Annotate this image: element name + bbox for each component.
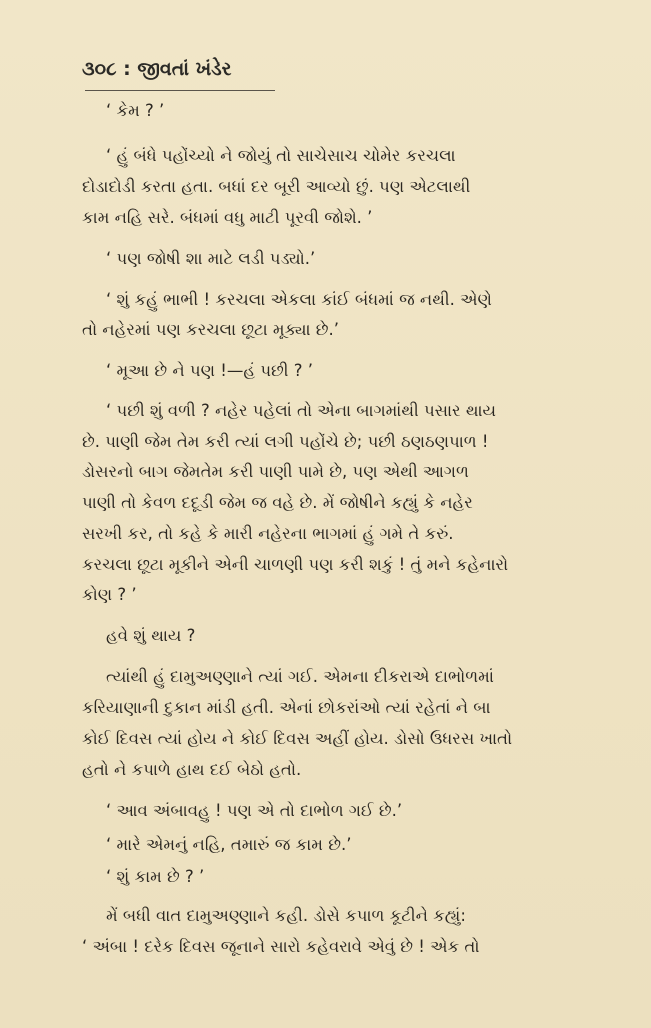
text-line: ડોસરનો બાગ જેમતેમ કરી પાણી પામે છે, પણ એથી આગળ (82, 462, 469, 481)
text-line: ત્યાંથી હું દામુઅણ્ણાને ત્યાં ગઈ. એમના દીકરાએ દાભોળમાં (106, 667, 494, 686)
text-line: ‘ કેમ ? ’ (106, 101, 165, 120)
text-line: ‘ હું બંધે પહોંચ્યો ને જોયું તો સાચેસાચ ચોમેર કરચલા (106, 146, 456, 165)
header-underline (85, 90, 275, 91)
text-line: કામ નહિ સરે. બંધમાં વધુ માટી પૂરવી જોશે. ’ (82, 208, 373, 227)
text-line: ‘ આવ અંબાવહુ ! પણ એ તો દાભોળ ગઈ છે.’ (106, 801, 403, 820)
text-line: કરચલા છૂટા મૂકીને એની ચાળણી પણ કરી શકું ! તું મને કહેનારો (82, 555, 509, 574)
text-line: હવે શું થાય ? (106, 626, 196, 645)
page-header: ૩૦૮ : જીવતાં ખંડેર (82, 58, 232, 80)
text-line: સરખી કર, તો કહે કે મારી નહેરના ભાગમાં હું ગમે તે કરું. (82, 524, 454, 543)
text-line: દોડાદોડી કરતા હતા. બધાં દર બૂરી આવ્યો છું. પણ એટલાથી (82, 177, 471, 196)
text-line: ‘ મૂઆ છે ને પણ !—હં પછી ? ’ (106, 361, 314, 380)
text-line: કરિયાણાની દુકાન માંડી હતી. એનાં છોકરાંઓ ત્યાં રહેતાં ને બા (82, 698, 491, 717)
text-line: પાણી તો કેવળ દદૂડી જેમ જ વહે છે. મેં જોષીને કહ્યું કે નહેર (82, 493, 473, 512)
text-line: ‘ પણ જોષી શા માટે લડી પડ્યો.’ (106, 249, 316, 268)
text-line: ‘ શું કામ છે ? ’ (106, 867, 205, 886)
text-line: મેં બધી વાત દામુઅણ્ણાને કહી. ડોસે કપાળ કૂટીને કહ્યું: (106, 906, 466, 925)
text-line: હતો ને કપાળે હાથ દઈ બેઠો હતો. (82, 760, 302, 779)
text-line: ‘ અંબા ! દરેક દિવસ જૂનાને સારો કહેવરાવે એવું છે ! એક તો (82, 937, 480, 956)
text-line: કોણ ? ’ (82, 585, 137, 604)
text-line: છે. પાણી જેમ તેમ કરી ત્યાં લગી પહોંચે છે; પછી ઠણઠણપાળ ! (82, 432, 489, 451)
text-line: ‘ શું કહું ભાભી ! કરચલા એકલા કાંઈ બંધમાં જ નથી. એણે (106, 290, 492, 309)
text-line: ‘ મારે એમનું નહિ, તમારું જ કામ છે.’ (106, 835, 352, 854)
text-line: તો નહેરમાં પણ કરચલા છૂટા મૂક્યા છે.’ (82, 320, 340, 339)
text-line: કોઈ દિવસ ત્યાં હોય ને કોઈ દિવસ અહીં હોય. ડોસો ઉધરસ ખાતો (82, 729, 513, 748)
text-line: ‘ પછી શું વળી ? નહેર પહેલાં તો એના બાગમાંથી પસાર થાય (106, 401, 497, 420)
